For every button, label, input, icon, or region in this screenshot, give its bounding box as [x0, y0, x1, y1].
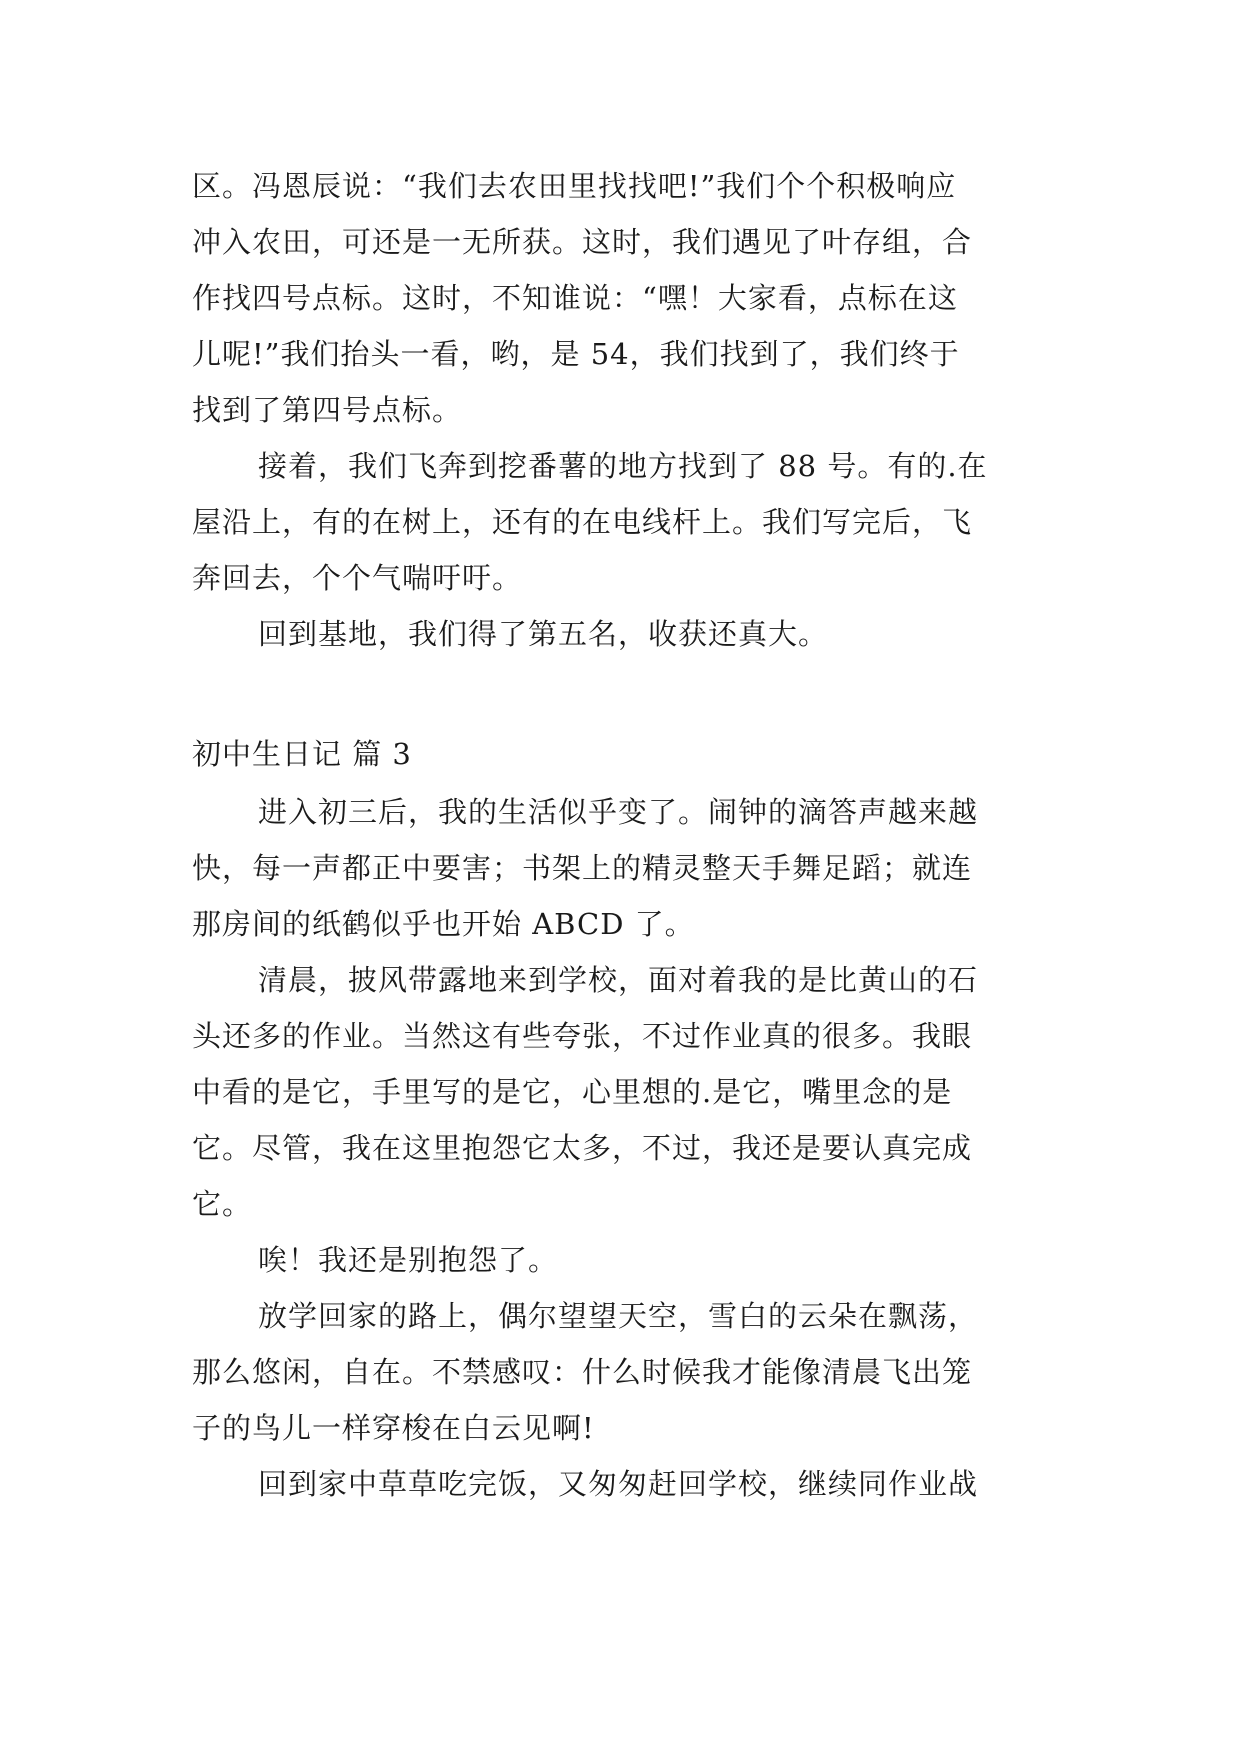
- text-line: 快，每一声都正中要害；书架上的精灵整天手舞足蹈；就连: [192, 851, 973, 885]
- text-line: 区。冯恩辰说：“我们去农田里找找吧!”我们个个积极响应: [192, 169, 957, 203]
- paragraph-start-line: 进入初三后，我的生活似乎变了。闹钟的滴答声越来越: [258, 795, 979, 829]
- section-heading: 初中生日记 篇 3: [192, 737, 412, 771]
- text-line: 儿呢!”我们抬头一看，哟，是 54，我们找到了，我们终于: [192, 337, 960, 371]
- paragraph-start-line: 接着，我们飞奔到挖番薯的地方找到了 88 号。有的.在: [258, 449, 988, 483]
- text-line: 中看的是它，手里写的是它，心里想的.是它，嘴里念的是: [192, 1075, 953, 1109]
- paragraph-start-line: 回到基地，我们得了第五名，收获还真大。: [258, 617, 829, 651]
- text-line: 冲入农田，可还是一无所获。这时，我们遇见了叶存组，合: [192, 225, 973, 259]
- text-line: 那么悠闲，自在。不禁感叹：什么时候我才能像清晨飞出笼: [192, 1355, 973, 1389]
- text-line: 那房间的纸鹤似乎也开始 ABCD 了。: [192, 907, 695, 941]
- paragraph-start-line: 回到家中草草吃完饭，又匆匆赶回学校，继续同作业战: [258, 1467, 979, 1501]
- text-line: 屋沿上，有的在树上，还有的在电线杆上。我们写完后，飞: [192, 505, 973, 539]
- paragraph-start-line: 清晨，披风带露地来到学校，面对着我的是比黄山的石: [258, 963, 979, 997]
- text-line: 奔回去，个个气喘吁吁。: [192, 561, 523, 595]
- text-line: 子的鸟儿一样穿梭在白云见啊!: [192, 1411, 595, 1445]
- paragraph-start-line: 放学回家的路上，偶尔望望天空，雪白的云朵在飘荡，: [258, 1299, 979, 1333]
- text-line: 它。: [192, 1187, 253, 1221]
- paragraph-start-line: 唉！我还是别抱怨了。: [258, 1243, 559, 1277]
- text-line: 找到了第四号点标。: [192, 393, 463, 427]
- text-line: 它。尽管，我在这里抱怨它太多，不过，我还是要认真完成: [192, 1131, 973, 1165]
- text-line: 作找四号点标。这时，不知谁说：“嘿！大家看，点标在这: [192, 281, 958, 315]
- text-line: 头还多的作业。当然这有些夸张，不过作业真的很多。我眼: [192, 1019, 973, 1053]
